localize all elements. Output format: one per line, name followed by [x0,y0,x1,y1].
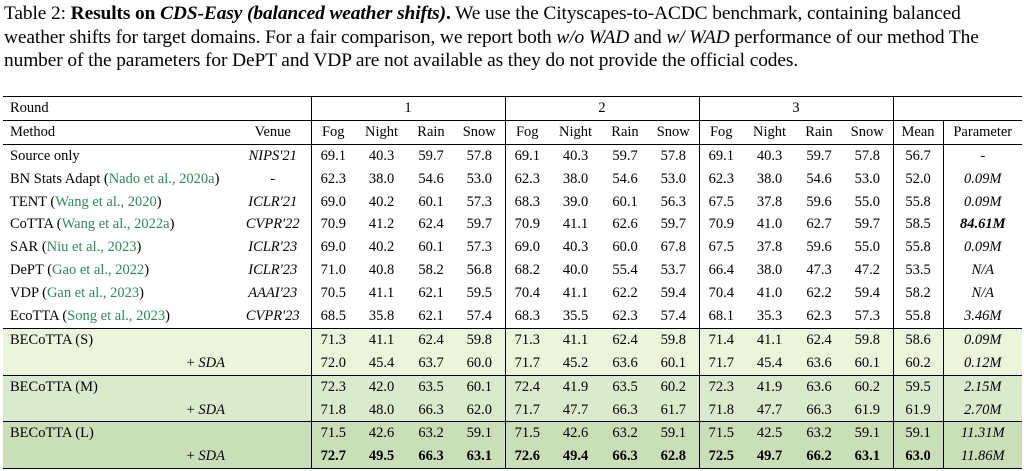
table-row [3,191,1022,214]
value-cell: 38.0 [368,170,395,187]
value-cell: 35.5 [562,307,589,324]
value-cell: 41.1 [368,285,395,302]
caption-text-1: We use the Cityscapes-to-ACDC benchmark, containing balanced weather shifts for target domains. For a fair comparison, we report both [4,3,961,48]
table-row [3,422,1022,445]
value-cell: 71.3 [505,328,549,351]
caption-title-b: CDS-Easy (balanced weather shifts) [160,3,446,24]
value-cell: 62.2 [806,285,832,302]
value-cell: 70.9 [320,216,346,233]
method-label: Source only [10,147,80,164]
value-cell: 62.3 [320,170,346,187]
mean-value: 58.6 [893,328,943,351]
value-cell: 57.8 [842,144,893,167]
value-cell: 72.7 [311,445,355,468]
value-cell: 53.0 [454,168,505,191]
method-name [3,305,235,328]
value-cell: 53.7 [648,259,699,282]
venue: ICLR'23 [235,236,311,259]
method-label: BN Stats Adapt ( [10,170,109,187]
value-cell: 62.3 [612,307,638,324]
value-cell: 59.5 [454,282,505,305]
header-method: Method [3,120,235,144]
value-cell: 55.0 [842,191,893,214]
value-cell: 66.3 [408,399,454,422]
value-cell: 60.1 [648,352,699,375]
value-cell: 62.8 [648,445,699,468]
value-cell: 42.5 [743,422,796,445]
caption-title-c: . [445,3,451,24]
value-cell: 72.6 [505,445,549,468]
citation-link[interactable]: Song et al., 2023 [67,307,166,324]
value-cell: 62.1 [418,307,444,324]
mean-value: 59.1 [893,422,943,445]
value-cell: 42.0 [355,375,408,398]
value-cell: 38.0 [756,262,783,279]
value-cell: 59.4 [648,282,699,305]
sda-text: SDA [198,448,225,465]
citation-close: ) [156,193,162,210]
method-name [3,191,235,214]
value-cell: 63.7 [408,352,454,375]
value-cell: 71.5 [699,422,743,445]
value-cell: 41.1 [562,285,589,302]
header-snow: Snow [454,120,505,144]
table-row [3,305,1022,328]
parameter-value: 0.12M [943,352,1022,375]
parameter-value: 11.86M [943,445,1022,468]
value-cell: 56.8 [454,259,505,282]
parameter-value: 84.61M [959,216,1006,233]
citation-close: ) [214,170,220,187]
value-cell: 47.3 [806,262,832,279]
value-cell: 62.4 [796,328,842,351]
value-cell: 56.3 [648,191,699,214]
method-name [3,259,235,282]
value-cell: 41.9 [549,375,602,398]
value-cell: 40.2 [368,239,395,256]
value-cell: 66.2 [796,445,842,468]
value-cell: 40.3 [743,144,796,167]
value-cell: 41.1 [562,216,589,233]
value-cell: 72.0 [311,352,355,375]
caption-w-wad: w/ WAD [666,26,730,48]
method-name: BECoTTA (S) [3,328,235,351]
value-cell: 57.3 [842,305,893,328]
table-caption [4,2,1020,73]
venue [235,328,311,351]
value-cell: 59.1 [842,422,893,445]
value-cell: 71.7 [505,399,549,422]
value-cell: 55.0 [842,236,893,259]
sda-label: + SDA [3,399,235,422]
value-cell: 69.1 [505,144,549,167]
method-name [3,236,235,259]
value-cell: 40.3 [549,144,602,167]
value-cell: 42.6 [355,422,408,445]
value-cell: 61.7 [648,399,699,422]
value-cell: 40.0 [562,262,589,279]
header-rain: Rain [796,120,842,144]
value-cell: 40.8 [368,262,395,279]
value-cell: 54.6 [612,170,638,187]
parameter-value: 0.09M [964,193,1002,210]
value-cell: 71.0 [320,262,346,279]
value-cell: 71.4 [699,328,743,351]
value-cell: 54.6 [418,170,444,187]
value-cell: 47.7 [743,399,796,422]
parameter-value: 0.09M [943,328,1022,351]
value-cell: 59.7 [648,213,699,236]
venue: - [235,168,311,191]
value-cell: 72.3 [311,375,355,398]
header-rain: Rain [602,120,648,144]
value-cell: 45.2 [549,352,602,375]
value-cell: 60.1 [418,193,444,210]
header-rain: Rain [408,120,454,144]
value-cell: 70.9 [514,216,540,233]
value-cell: 60.2 [648,375,699,398]
mean-value: 58.2 [893,282,943,305]
value-cell: 67.5 [708,193,734,210]
venue [235,399,311,422]
table-row [3,352,1022,375]
value-cell: 59.7 [842,213,893,236]
value-cell: 69.1 [699,144,743,167]
parameter-value: 11.31M [943,422,1022,445]
value-cell: 63.2 [408,422,454,445]
value-cell: 57.3 [454,236,505,259]
citation-close: ) [144,262,150,279]
venue: AAAI'23 [235,282,311,305]
header-night: Night [549,120,602,144]
value-cell: 71.5 [505,422,549,445]
value-cell: 60.0 [454,352,505,375]
header-venue: Venue [235,120,311,144]
value-cell: 62.3 [514,170,540,187]
header-snow: Snow [648,120,699,144]
venue [235,422,311,445]
venue: ICLR'23 [235,259,311,282]
value-cell: 66.3 [602,445,648,468]
method-label: EcoTTA ( [10,307,68,324]
value-cell: 63.5 [602,375,648,398]
mean-value: 56.7 [893,144,943,167]
mean-value: 59.5 [893,375,943,398]
value-cell: 63.1 [454,445,505,468]
method-label: SAR ( [10,239,47,256]
value-cell: 40.3 [355,144,408,167]
value-cell: 59.7 [796,144,842,167]
table-row [3,259,1022,282]
venue [235,375,311,398]
value-cell: 59.4 [842,282,893,305]
value-cell: 41.0 [756,216,783,233]
value-cell: 54.6 [806,170,832,187]
table-row [3,168,1022,191]
value-cell: 55.4 [612,262,638,279]
venue [235,352,311,375]
value-cell: 60.1 [842,352,893,375]
round-label: Round [3,97,235,121]
venue: CVPR'22 [235,213,311,236]
venue: NIPS'21 [235,144,311,167]
value-cell: 63.2 [602,422,648,445]
value-cell: 39.0 [562,193,589,210]
venue: CVPR'23 [235,305,311,328]
value-cell: 66.3 [408,445,454,468]
citation-link[interactable]: Gao et al., 2022 [52,262,145,279]
header-snow: Snow [842,120,893,144]
table-row [3,213,1022,236]
table-row [3,144,1022,167]
header-mean: Mean [893,120,943,144]
caption-label: Table 2: [4,3,66,24]
method-label: VDP ( [10,285,47,302]
sda-label: + SDA [3,445,235,468]
value-cell: 47.2 [842,259,893,282]
value-cell: 42.6 [549,422,602,445]
value-cell: 62.4 [418,216,444,233]
value-cell: 49.4 [549,445,602,468]
value-cell: 35.3 [756,307,783,324]
table-row [3,375,1022,398]
mean-value: 63.0 [893,445,943,468]
value-cell: 68.3 [514,307,540,324]
value-cell: 62.3 [708,170,734,187]
table-row [3,399,1022,422]
value-cell: 59.7 [602,144,648,167]
mean-value: 53.5 [893,259,943,282]
value-cell: 59.1 [648,422,699,445]
value-cell: 69.0 [514,239,540,256]
value-cell: 71.7 [699,352,743,375]
method-name [3,168,235,191]
value-cell: 71.8 [699,399,743,422]
value-cell: 57.4 [648,305,699,328]
mean-value: 60.2 [893,352,943,375]
venue: ICLR'21 [235,191,311,214]
parameter-value: N/A [971,285,995,302]
sda-text: SDA [198,401,225,418]
citation-link[interactable]: Wang et al., 2022a [61,216,170,233]
sda-text: SDA [198,354,225,371]
table-row [3,328,1022,351]
value-cell: 38.0 [562,170,589,187]
value-cell: 68.2 [514,262,540,279]
value-cell: 63.6 [602,352,648,375]
value-cell: 59.1 [454,422,505,445]
method-name: BECoTTA (L) [3,422,235,445]
value-cell: 70.9 [708,216,734,233]
value-cell: 53.0 [648,168,699,191]
value-cell: 48.0 [355,399,408,422]
citation-close: ) [139,285,144,302]
caption-text-2: and [629,26,667,48]
header-parameter: Parameter [943,120,1022,144]
value-cell: 41.9 [743,375,796,398]
value-cell: 62.3 [806,307,832,324]
method-name [3,282,235,305]
value-cell: 68.5 [320,307,346,324]
value-cell: 57.8 [454,144,505,167]
value-cell: 61.9 [842,399,893,422]
value-cell: 71.5 [311,422,355,445]
mean-value: 58.5 [893,213,943,236]
header-fog: Fog [699,120,743,144]
value-cell: 60.0 [612,239,638,256]
value-cell: 72.5 [699,445,743,468]
value-cell: 58.2 [418,262,444,279]
method-label: TENT ( [10,193,56,210]
caption-title-a: Results on [70,3,161,24]
value-cell: 62.2 [612,285,638,302]
value-cell: 60.1 [612,193,638,210]
value-cell: 71.8 [311,399,355,422]
citation-close: ) [169,216,175,233]
value-cell: 63.6 [796,375,842,398]
value-cell: 60.1 [454,375,505,398]
mean-value: 61.9 [893,399,943,422]
method-name [3,213,235,236]
parameter-value: 2.70M [943,399,1022,422]
value-cell: 47.7 [549,399,602,422]
round-3: 3 [699,97,893,121]
value-cell: 69.0 [320,239,346,256]
value-cell: 57.8 [648,144,699,167]
value-cell: 70.4 [514,285,540,302]
value-cell: 59.8 [842,328,893,351]
value-cell: 41.1 [549,328,602,351]
value-cell: 45.4 [743,352,796,375]
value-cell: 59.6 [806,193,832,210]
caption-wo-wad: w/o WAD [556,26,630,48]
parameter-value: N/A [971,262,995,279]
value-cell: 69.1 [311,144,355,167]
citation-link[interactable]: Nado et al., 2020a [108,170,215,187]
value-cell: 68.1 [708,307,734,324]
citation-link[interactable]: Gan et al., 2023 [46,285,140,302]
value-cell: 62.6 [612,216,638,233]
value-cell: 72.3 [699,375,743,398]
value-cell: 71.3 [311,328,355,351]
value-cell: 40.3 [562,239,589,256]
value-cell: 70.5 [320,285,346,302]
header-fog: Fog [311,120,355,144]
method-label: CoTTA ( [10,216,62,233]
value-cell: 72.4 [505,375,549,398]
value-cell: 41.2 [368,216,395,233]
value-cell: 37.8 [756,193,783,210]
value-cell: 59.7 [454,213,505,236]
header-night: Night [743,120,796,144]
value-cell: 63.2 [796,422,842,445]
value-cell: 60.1 [418,239,444,256]
round-2: 2 [505,97,699,121]
mean-value: 55.8 [893,191,943,214]
table-row [3,445,1022,468]
value-cell: 35.8 [368,307,395,324]
value-cell: 59.8 [648,328,699,351]
value-cell: 62.4 [408,328,454,351]
value-cell: 40.2 [368,193,395,210]
value-cell: 62.1 [418,285,444,302]
method-name [3,144,235,167]
header-night: Night [355,120,408,144]
value-cell: 66.3 [602,399,648,422]
value-cell: 38.0 [756,170,783,187]
venue [235,445,311,468]
value-cell: 70.4 [708,285,734,302]
method-label: DePT ( [10,262,53,279]
citation-close: ) [136,239,142,256]
value-cell: 57.3 [454,191,505,214]
value-cell: 53.0 [842,168,893,191]
value-cell: 59.6 [806,239,832,256]
value-cell: 63.5 [408,375,454,398]
caption-text-3: performance of our method The number of the parameters for DePT and VDP are not available as they do not provide the official codes. [4,26,979,71]
value-cell: 69.0 [320,193,346,210]
value-cell: 63.6 [796,352,842,375]
value-cell: 62.7 [806,216,832,233]
table-row [3,236,1022,259]
sda-label: + SDA [3,352,235,375]
citation-link[interactable]: Niu et al., 2023 [46,239,137,256]
value-cell: 49.7 [743,445,796,468]
value-cell: 62.0 [454,399,505,422]
value-cell: 62.4 [602,328,648,351]
value-cell: 68.3 [514,193,540,210]
value-cell: 67.5 [708,239,734,256]
value-cell: 71.7 [505,352,549,375]
parameter-value: 0.09M [964,239,1002,256]
value-cell: 60.2 [842,375,893,398]
mean-value: 52.0 [893,168,943,191]
value-cell: 49.5 [355,445,408,468]
parameter-value: 0.09M [964,170,1002,187]
results-table [3,96,1022,469]
value-cell: 41.1 [743,328,796,351]
value-cell: 37.8 [756,239,783,256]
value-cell: 66.4 [708,262,734,279]
value-cell: 66.3 [796,399,842,422]
value-cell: 59.8 [454,328,505,351]
column-header-row [3,120,1022,144]
value-cell: 41.1 [355,328,408,351]
value-cell: 67.8 [648,236,699,259]
parameter-value: - [943,144,1022,167]
round-header-row [3,97,1022,121]
mean-value: 55.8 [893,236,943,259]
round-1: 1 [311,97,505,121]
value-cell: 41.0 [756,285,783,302]
value-cell: 57.4 [454,305,505,328]
value-cell: 59.7 [408,144,454,167]
method-name: BECoTTA (M) [3,375,235,398]
parameter-value: 2.15M [943,375,1022,398]
header-fog: Fog [505,120,549,144]
value-cell: 63.1 [842,445,893,468]
citation-close: ) [165,307,170,324]
citation-link[interactable]: Wang et al., 2020 [55,193,157,210]
table-row [3,282,1022,305]
parameter-value: 3.46M [964,307,1002,324]
mean-value: 55.8 [893,305,943,328]
value-cell: 45.4 [355,352,408,375]
